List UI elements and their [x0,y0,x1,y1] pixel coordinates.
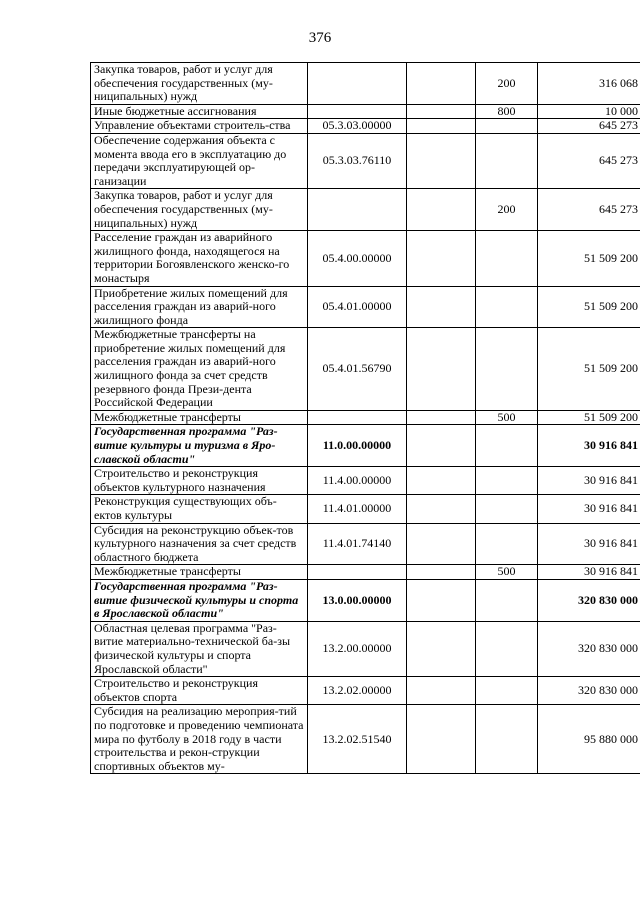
row-type-cell [476,523,538,565]
row-type-cell [476,328,538,411]
row-code-cell: 13.2.02.00000 [308,677,407,705]
row-type-cell: 200 [476,63,538,105]
row-sum-cell: 320 830 000 [538,579,640,621]
table-row [91,189,640,231]
row-empty-cell [407,425,476,467]
row-code-cell: 13.2.02.51540 [308,705,407,774]
row-sum-cell: 645 273 [538,189,640,231]
table-row [91,231,640,286]
row-empty-cell [407,328,476,411]
table-row [91,467,640,495]
row-type-cell: 800 [476,104,538,119]
row-empty-cell [407,231,476,286]
row-name-cell: Иные бюджетные ассигнования [91,104,308,119]
row-sum-cell: 10 000 [538,104,640,119]
row-type-cell [476,579,538,621]
table-row [91,119,640,134]
table-row [91,286,640,328]
row-sum-cell: 320 830 000 [538,677,640,705]
row-empty-cell [407,579,476,621]
row-code-cell: 05.4.01.56790 [308,328,407,411]
row-empty-cell [407,621,476,676]
row-empty-cell [407,63,476,105]
table-row [91,677,640,705]
row-sum-cell: 316 068 [538,63,640,105]
row-code-cell [308,104,407,119]
row-type-cell [476,425,538,467]
row-sum-cell: 95 880 000 [538,705,640,774]
row-sum-cell: 51 509 200 [538,286,640,328]
row-type-cell [476,467,538,495]
row-sum-cell: 30 916 841 [538,467,640,495]
row-sum-cell: 51 509 200 [538,231,640,286]
row-type-cell [476,495,538,523]
row-name-cell: Межбюджетные трансферты [91,410,308,425]
row-code-cell: 11.0.00.00000 [308,425,407,467]
row-sum-cell: 645 273 [538,133,640,188]
row-empty-cell [407,565,476,580]
row-type-cell: 500 [476,565,538,580]
row-sum-cell: 30 916 841 [538,495,640,523]
row-code-cell: 11.4.01.00000 [308,495,407,523]
table-row [91,425,640,467]
table-row [91,579,640,621]
row-empty-cell [407,495,476,523]
row-type-cell [476,621,538,676]
row-empty-cell [407,286,476,328]
row-name-cell: Строительство и реконструкция объектов культурного назначения [91,467,308,495]
row-name-cell: Строительство и реконструкция объектов спорта [91,677,308,705]
row-name-cell: Межбюджетные трансферты [91,565,308,580]
table-row [91,328,640,411]
row-code-cell: 05.3.03.76110 [308,133,407,188]
row-code-cell [308,63,407,105]
row-code-cell: 11.4.00.00000 [308,467,407,495]
row-name-cell: Межбюджетные трансферты на приобретение жилых помещений для расселения граждан из аварий-ного жилищного фонда за счет средств резервного фонда Прези-дента Российской Федерации [91,328,308,411]
row-type-cell [476,677,538,705]
row-empty-cell [407,133,476,188]
row-name-cell: Субсидия на реконструкцию объек-тов культурного назначения за счет средств областного бюджета [91,523,308,565]
row-empty-cell [407,104,476,119]
row-type-cell [476,286,538,328]
row-empty-cell [407,677,476,705]
row-code-cell: 13.0.00.00000 [308,579,407,621]
row-empty-cell [407,705,476,774]
table-row [91,523,640,565]
row-type-cell [476,133,538,188]
row-empty-cell [407,189,476,231]
row-code-cell [308,565,407,580]
table-row [91,565,640,580]
page-number: 376 [308,30,332,46]
row-name-cell: Расселение граждан из аварийного жилищного фонда, находящегося на территории Богоявленского женско-го монастыря [91,231,308,286]
row-type-cell: 200 [476,189,538,231]
row-name-cell: Реконструкция существующих объ-ектов культуры [91,495,308,523]
budget-table [90,62,640,774]
row-name-cell: Управление объектами строитель-ства [91,119,308,134]
row-sum-cell: 320 830 000 [538,621,640,676]
row-empty-cell [407,523,476,565]
row-code-cell: 05.4.00.00000 [308,231,407,286]
row-code-cell: 05.3.03.00000 [308,119,407,134]
row-sum-cell: 645 273 [538,119,640,134]
row-name-cell: Государственная программа "Раз-витие культуры и туризма в Яро-славской области" [91,425,308,467]
row-type-cell [476,705,538,774]
row-type-cell: 500 [476,410,538,425]
row-name-cell: Областная целевая программа "Раз-витие материально-технической ба-зы физической культуры и спорта Ярославской области" [91,621,308,676]
row-sum-cell: 51 509 200 [538,410,640,425]
row-code-cell [308,410,407,425]
table-row [91,495,640,523]
row-name-cell: Субсидия на реализацию мероприя-тий по подготовке и проведению чемпионата мира по футболу в 2018 году в части строительства и рекон-струкции спортивных объектов му- [91,705,308,774]
table-row [91,621,640,676]
row-empty-cell [407,119,476,134]
row-sum-cell: 51 509 200 [538,328,640,411]
row-type-cell [476,231,538,286]
row-code-cell [308,189,407,231]
row-empty-cell [407,410,476,425]
table-row [91,410,640,425]
row-sum-cell: 30 916 841 [538,565,640,580]
row-sum-cell: 30 916 841 [538,425,640,467]
row-code-cell: 11.4.01.74140 [308,523,407,565]
row-code-cell: 13.2.00.00000 [308,621,407,676]
row-sum-cell: 30 916 841 [538,523,640,565]
row-code-cell: 05.4.01.00000 [308,286,407,328]
table-row [91,705,640,774]
row-name-cell: Государственная программа "Раз-витие физической культуры и спорта в Ярославской области" [91,579,308,621]
table-row [91,63,640,105]
row-name-cell: Обеспечение содержания объекта с момента ввода его в эксплуатацию до передачи эксплуатирующей ор-ганизации [91,133,308,188]
budget-table-body [91,63,640,774]
table-row [91,104,640,119]
row-name-cell: Приобретение жилых помещений для расселения граждан из аварий-ного жилищного фонда [91,286,308,328]
row-type-cell [476,119,538,134]
table-row [91,133,640,188]
row-empty-cell [407,467,476,495]
row-name-cell: Закупка товаров, работ и услуг для обеспечения государственных (му-ниципальных) нужд [91,189,308,231]
row-name-cell: Закупка товаров, работ и услуг для обеспечения государственных (му-ниципальных) нужд [91,63,308,105]
